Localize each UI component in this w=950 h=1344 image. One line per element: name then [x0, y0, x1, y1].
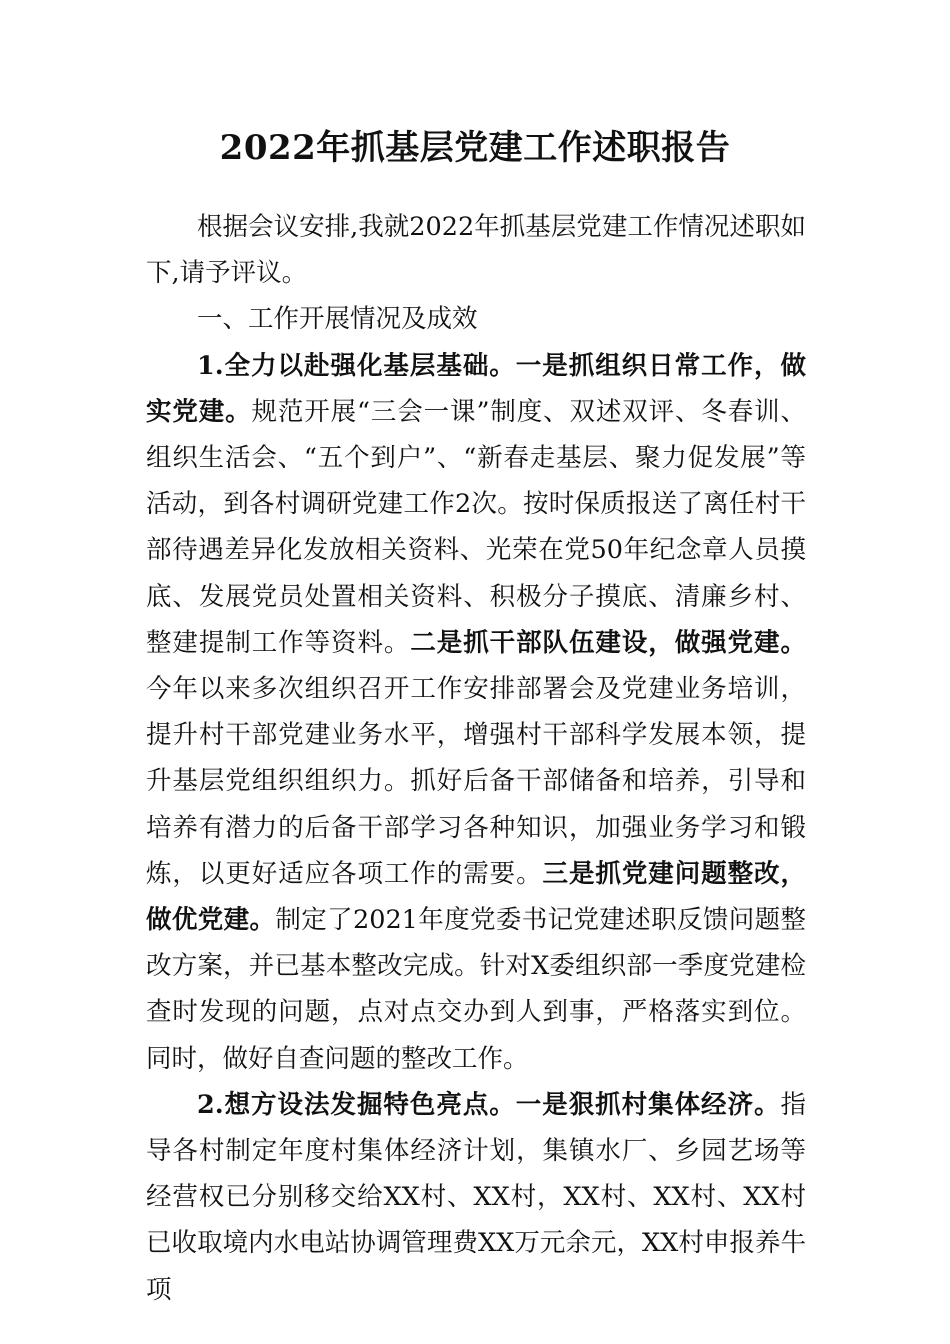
document-title: 2022年抓基层党建工作述职报告: [219, 128, 731, 168]
paragraph-1-point-3-body: 制定了2021年度党委书记党建述职反馈问题整改方案，并已基本整改完成。针对X委组织部一季度党建检查时发现的问题，点对点交办到人到事，严格落实到位。同时，做好自查问题的整改工作。: [146, 905, 806, 1074]
paragraph-2: [146, 1082, 806, 1313]
paragraph-1-point-1-head: 一是抓组织日常工作，做实党建。: [146, 350, 806, 427]
paragraph-1-point-2-body: 今年以来多次组织召开工作安排部署会及党建业务培训，提升村干部党建业务水平，增强村干部科学发展本领，提升基层党组织组织力。抓好后备干部储备和培养，引导和培养有潜力的后备干部学习各种知识，加强业务学习和锻炼，以更好适应各项工作的需要。: [146, 674, 806, 889]
section-heading: 一、工作开展情况及成效: [197, 304, 478, 335]
paragraph-2-point-1-body: 指导各村制定年度村集体经济计划，集镇水厂、乡园艺场等经营权已分别移交给XX村、XX村，XX村、XX村、XX村已收取境内水电站协调管理费XX万元余元，XX村申报养牛项: [146, 1089, 806, 1305]
paragraph-1: [146, 343, 806, 1082]
paragraph-1-point-1-body: 规范开展“三会一课”制度、双述双评、冬春训、组织生活会、“五个到户”、“新春走基层、聚力促发展”等活动，到各村调研党建工作2次。按时保质报送了离任村干部待遇差异化发放相关资料、光荣在党50年纪念章人员摸底、发展党员处置相关资料、积极分子摸底、清廉乡村、整建提制工作等资料。: [146, 396, 806, 658]
intro-paragraph: 根据会议安排,我就2022年抓基层党建工作情况述职如下,请予评议。: [146, 212, 806, 289]
paragraph-2-point-1-head: 一是狠抓村集体经济。: [515, 1089, 781, 1120]
paragraph-2-lead: 2.想方设法发掘特色亮点。: [197, 1089, 516, 1120]
paragraph-1-point-3-head: 三是抓党建问题整改，做优党建。: [146, 858, 806, 936]
paragraph-1-point-2-head: 二是抓干部队伍建设，做强党建。: [410, 627, 806, 658]
paragraph-1-lead: 1.全力以赴强化基层基础。: [197, 350, 516, 381]
document-body: [146, 204, 806, 1313]
